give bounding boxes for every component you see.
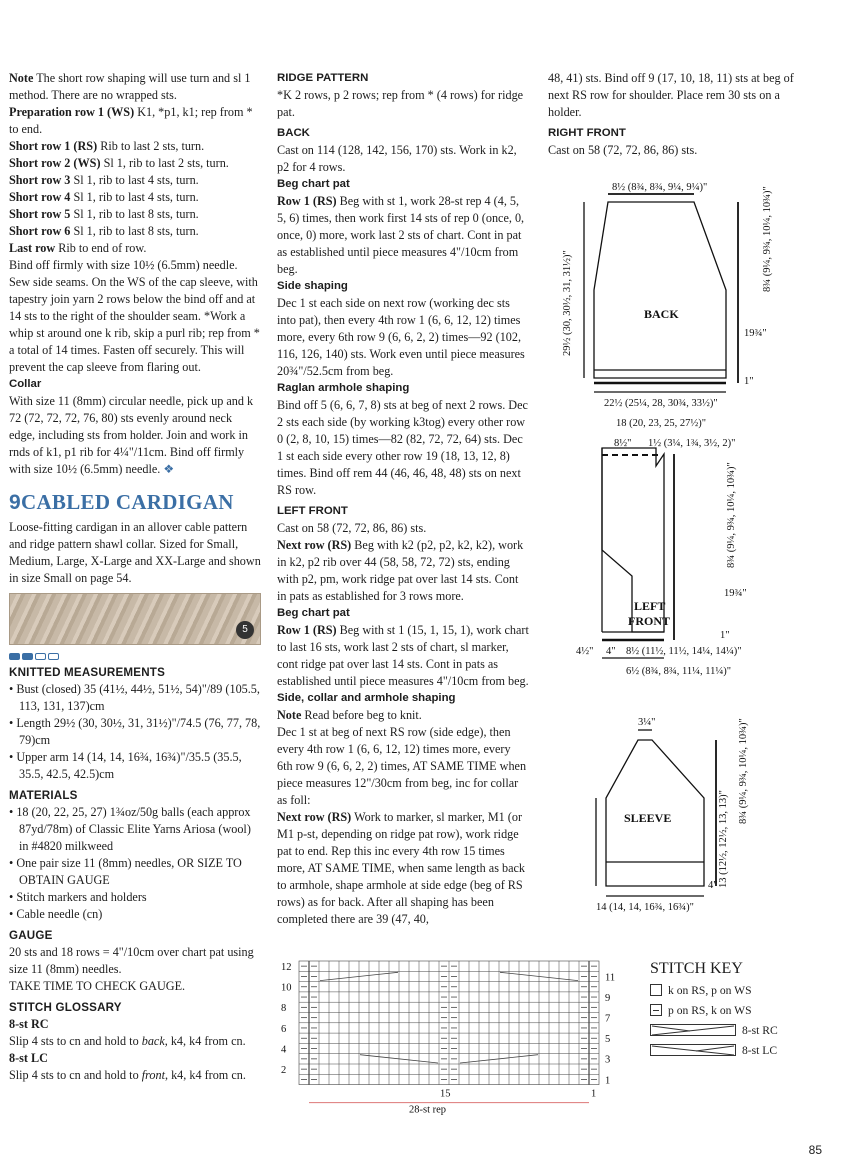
right-column xyxy=(548,70,800,159)
prep-label: Preparation row 1 (WS) xyxy=(9,105,135,119)
lf-bottom-c-dim: 8½ (11½, 11½, 14¼, 14¼)" xyxy=(626,646,742,657)
chart-row-label: 1 xyxy=(605,1075,611,1087)
chart-row-label: 9 xyxy=(605,992,611,1004)
short-row: Last row Rib to end of row. xyxy=(9,241,147,255)
left-cable-icon xyxy=(650,1044,736,1056)
lf-bottom-b-dim: 4" xyxy=(606,646,616,657)
lf-bottom-a-dim: 4½" xyxy=(576,646,594,657)
sleeve-left-mid-dim: 13 (12½, 12½, 13, 13)" xyxy=(718,790,729,888)
left-front-text: Cast on 58 (72, 72, 86, 86) sts. xyxy=(277,521,427,535)
chart-rep-label: 28-st rep xyxy=(409,1104,447,1116)
side-shaping-text: Dec 1 st each side on next row (working dec sts into pat), then every 4th row 1 (6, 6, 12, 12) times more, every 6th row 9 (6, 6, 2, 2) times—92 (102, 116, 126, 140) sts. Work even until piece measures 20¾"/52.5cm from beg. xyxy=(277,296,525,378)
ridge-heading: RIDGE PATTERN xyxy=(277,72,369,84)
materials-item: • 18 (20, 22, 25, 27) 1¾oz/50g balls (each approx 87yd/78m) of Classic Elite Yarns Ariosa (wool) in #4820 milkweed xyxy=(9,805,251,853)
left-front-heading: LEFT FRONT xyxy=(277,505,348,517)
lf-top1-dim: 8½" xyxy=(614,438,632,449)
measurements-heading: KNITTED MEASUREMENTS xyxy=(9,666,166,679)
lf-top2-dim: 1½ (3¼, 1¾, 3½, 2)" xyxy=(648,438,736,449)
back-right-top-dim: 8¾ (9¼, 9¾, 10¼, 10¾)" xyxy=(762,186,773,292)
lc-definition: Slip 4 sts to cn and hold to front, k4, k4 from cn. xyxy=(9,1068,246,1082)
pattern-title-text: CABLED CARDIGAN xyxy=(20,490,234,514)
back-top-dim: 8½ (8¾, 8¾, 9¼, 9¼)" xyxy=(612,182,708,193)
blank-square-icon xyxy=(650,984,662,996)
rc-heading: 8-st RC xyxy=(9,1017,49,1031)
back-right-mid-dim: 19¾" xyxy=(744,328,767,339)
note-label: Note xyxy=(9,71,34,85)
collar-paragraph xyxy=(9,393,261,478)
raglan-text: Bind off 5 (6, 6, 7, 8) sts at beg of next 2 rows. Dec 2 sts each side (by working k3tog) every other row 0 (2, 8, 10, 15) times—82 (82, 72, 72, 64) sts. Dec 1 st each side every other row 19 (18, 13, 12, 8) times. Bind off rem 44 (46, 46, 48, 48) sts on next RS row. xyxy=(277,398,528,497)
gauge-heading: GAUGE xyxy=(9,929,53,942)
short-row: Short row 1 (RS) Rib to last 2 sts, turn. xyxy=(9,139,205,153)
stitch-key-title: STITCH KEY xyxy=(650,960,743,977)
right-front-text: Cast on 58 (72, 72, 86, 86) sts. xyxy=(548,143,698,157)
collar-inc-row: Next row (RS) Work to marker, sl marker, M1 (or M1 p-st, depending on ridge pat row), work ridge pat to end. Rep this inc every 4th row 15 times more, AT SAME TIME, when same length as back to armhole, shape armhole at side edge (beg of RS rows) as for back. After all shaping has been completed there are 39 (47, 40, xyxy=(277,810,525,926)
cable-chart xyxy=(277,955,627,1116)
lf-right-mid-dim: 19¾" xyxy=(724,588,747,599)
back-bottom1-dim: 22½ (25¼, 28, 30¾, 33½)" xyxy=(604,398,718,409)
materials-heading: MATERIALS xyxy=(9,789,78,802)
chart-row-label: 6 xyxy=(281,1023,287,1035)
short-row: Short row 2 (WS) Sl 1, rib to last 2 sts, turn. xyxy=(9,156,229,170)
glossary-heading: STITCH GLOSSARY xyxy=(9,1001,122,1014)
sleeve-right-top-dim: 8¾ (9¼, 9¾, 10¼, 10¾)" xyxy=(738,718,749,824)
lf-right-bottom-dim: 1" xyxy=(720,630,730,641)
back-bottom2-dim: 18 (20, 23, 25, 27½)" xyxy=(616,418,707,429)
sleeve-bottom-dim: 14 (14, 14, 16¾, 16¾)" xyxy=(596,902,694,913)
back-left-dim: 29½ (30, 30½, 31, 31½)" xyxy=(562,250,573,356)
chart-row-label: 7 xyxy=(605,1013,611,1025)
schematics-diagram xyxy=(548,170,818,920)
gauge-check: TAKE TIME TO CHECK GAUGE. xyxy=(9,979,186,993)
left-front-next-row: Next row (RS) Beg with k2 (p2, p2, k2, k2), work in k2, p2 rib over 44 (58, 58, 72, 72) sts, ending with p2, pm, work ridge pat over last 14 sts. Cont in pats as established for 3 rows more. xyxy=(277,538,524,603)
materials-item: • Cable needle (cn) xyxy=(9,907,103,921)
raglan-heading: Raglan armhole shaping xyxy=(277,382,410,394)
side-collar-armhole-text: Dec 1 st at beg of next RS row (side edge), then every 4th row 1 (6, 6, 12, 12) times more, every 6th row 9 (6, 6, 2, 2) times, AT SAME TIME when piece measures 12"/30cm from beg, inc for collar as foll: xyxy=(277,725,527,807)
pattern-intro: Loose-fitting cardigan in an allover cable pattern and ridge pattern shawl collar. Sized for Small, Medium, Large, X-Large and XX-Large and shown in size Small on page 54. xyxy=(9,520,261,585)
side-collar-armhole-heading: Side, collar and armhole shaping xyxy=(277,692,456,704)
lc-heading: 8-st LC xyxy=(9,1051,48,1065)
short-row: Short row 5 Sl 1, rib to last 8 sts, turn. xyxy=(9,207,199,221)
lf-right-top-dim: 8¾ (9¼, 9¾, 10¼, 10¾)" xyxy=(726,462,737,568)
yarn-weight-badge: 5 xyxy=(236,621,254,639)
measurements-item: • Upper arm 14 (14, 14, 16¾, 16¾)"/35.5 (35.5, 35.5, 42.5, 42.5)cm xyxy=(9,750,242,781)
pattern-title xyxy=(9,490,261,514)
prep-text: K1, *p1, k1; rep from * to end. xyxy=(9,105,253,136)
beg-chart-heading: Beg chart pat xyxy=(277,178,350,190)
stitch-key xyxy=(650,960,820,1063)
lf-bottom2-dim: 6½ (8¾, 8¾, 11¼, 11¼)" xyxy=(626,666,731,677)
back-text: Cast on 114 (128, 142, 156, 170) sts. Work in k2, p2 for 4 rows. xyxy=(277,143,517,174)
materials-item: • Stitch markers and holders xyxy=(9,890,147,904)
collar-text: With size 11 (8mm) circular needle, pick up and k 72 (72, 72, 72, 76, 80) sts evenly around neck edge, including sts from holder. Join and work in rnds of k1, p1 rib for 4¼"/11cm. Bind off firmly with size 10½ (6.5mm) needle. xyxy=(9,394,254,476)
knit-note: Note Read before beg to knit. xyxy=(277,708,422,722)
short-rows-list xyxy=(9,138,261,257)
chart-row-label: 5 xyxy=(605,1034,611,1046)
key-knit: k on RS, p on WS xyxy=(650,983,820,997)
chart-row-label: 4 xyxy=(281,1044,287,1056)
sleeve-label: SLEEVE xyxy=(624,811,672,825)
sleeve-right-bottom-dim: 4" xyxy=(708,880,718,891)
beg-chart-heading-2: Beg chart pat xyxy=(277,607,350,619)
pattern-number: 9 xyxy=(9,491,21,514)
key-rc: 8-st RC xyxy=(650,1023,820,1037)
side-shaping-heading: Side shaping xyxy=(277,280,348,292)
prep-row xyxy=(9,104,261,138)
back-row1: Row 1 (RS) Beg with st 1, work 28-st rep 4 (4, 5, 5, 6) times, then work first 14 sts of rep 0 (once, 0, once, 0) more, work last 2 sts of chart. Cont in pat as established until piece measures 4"/10cm from beg. xyxy=(277,194,525,276)
back-right-bottom-dim: 1" xyxy=(744,376,754,387)
chart-row-label: 11 xyxy=(605,972,616,984)
continued-text: 48, 41) sts. Bind off 9 (17, 10, 18, 11) sts at beg of next RS row for shoulder. Place rem 30 sts on a holder. xyxy=(548,71,794,119)
collar-heading: Collar xyxy=(9,378,42,390)
right-cable-icon xyxy=(650,1024,736,1036)
back-outline xyxy=(594,202,726,378)
finishing-text: Bind off firmly with size 10½ (6.5mm) needle. Sew side seams. On the WS of the cap sleeve, with tapestry join yarn 2 rows below the bind off and at 14 sts to the right of the shoulder seam. *Work a whip st around one k rib, skip a purl rib; rep from * a total of 14 times. Fasten off securely. This will prevent the cap sleeve from flaring out. xyxy=(9,258,260,374)
back-label: BACK xyxy=(644,307,679,321)
key-purl: p on RS, k on WS xyxy=(650,1003,820,1017)
end-mark-icon: ❖ xyxy=(163,462,175,476)
chart-row-label: 12 xyxy=(281,962,292,973)
measurements-item: • Length 29½ (30, 30½, 31, 31½)"/74.5 (76, 77, 78, 79)cm xyxy=(9,716,261,747)
short-row: Short row 4 Sl 1, rib to last 4 sts, turn. xyxy=(9,190,199,204)
middle-column xyxy=(277,70,529,928)
lf-label-2: FRONT xyxy=(628,614,670,628)
short-row: Short row 3 Sl 1, rib to last 4 sts, turn. xyxy=(9,173,199,187)
chart-row-label: 8 xyxy=(281,1003,287,1015)
gauge-text: 20 sts and 18 rows = 4"/10cm over chart pat using size 11 (8mm) needles. xyxy=(9,945,254,976)
lf-label-1: LEFT xyxy=(634,599,666,613)
back-heading: BACK xyxy=(277,127,310,139)
sleeve-top-dim: 3¼" xyxy=(638,717,656,728)
yarn-swatch-image xyxy=(9,593,261,645)
chart-row-label: 3 xyxy=(605,1054,611,1066)
key-lc: 8-st LC xyxy=(650,1043,820,1057)
skill-level-icon xyxy=(9,653,261,660)
chart-row-label: 10 xyxy=(281,982,292,994)
short-row: Short row 6 Sl 1, rib to last 8 sts, turn. xyxy=(9,224,199,238)
chart-row-label: 2 xyxy=(281,1065,287,1076)
dash-square-icon xyxy=(650,1004,662,1016)
chart-col-label: 1 xyxy=(591,1088,597,1100)
note-text: The short row shaping will use turn and sl 1 method. There are no wrapped sts. xyxy=(9,71,251,102)
chart-col-label: 15 xyxy=(440,1088,451,1100)
right-front-heading: RIGHT FRONT xyxy=(548,127,626,139)
rc-definition: Slip 4 sts to cn and hold to back, k4, k4 from cn. xyxy=(9,1034,246,1048)
materials-list xyxy=(9,804,261,923)
materials-item: • One pair size 11 (8mm) needles, OR SIZE TO OBTAIN GAUGE xyxy=(9,856,242,887)
ridge-text: *K 2 rows, p 2 rows; rep from * (4 rows) for ridge pat. xyxy=(277,88,524,119)
measurements-item: • Bust (closed) 35 (41½, 44½, 51½, 54)"/89 (105.5, 113, 131, 137)cm xyxy=(9,682,260,713)
page-number: 85 xyxy=(808,1143,822,1157)
left-column xyxy=(9,70,261,1084)
note-paragraph xyxy=(9,70,261,104)
left-front-row1: Row 1 (RS) Beg with st 1 (15, 1, 15, 1), work chart to last 16 sts, work last 2 sts of chart, sl marker, cont ridge pat over last 14 sts. Cont in pats as established until piece measures 4"/10cm from beg. xyxy=(277,623,529,688)
measurements-list xyxy=(9,681,261,783)
